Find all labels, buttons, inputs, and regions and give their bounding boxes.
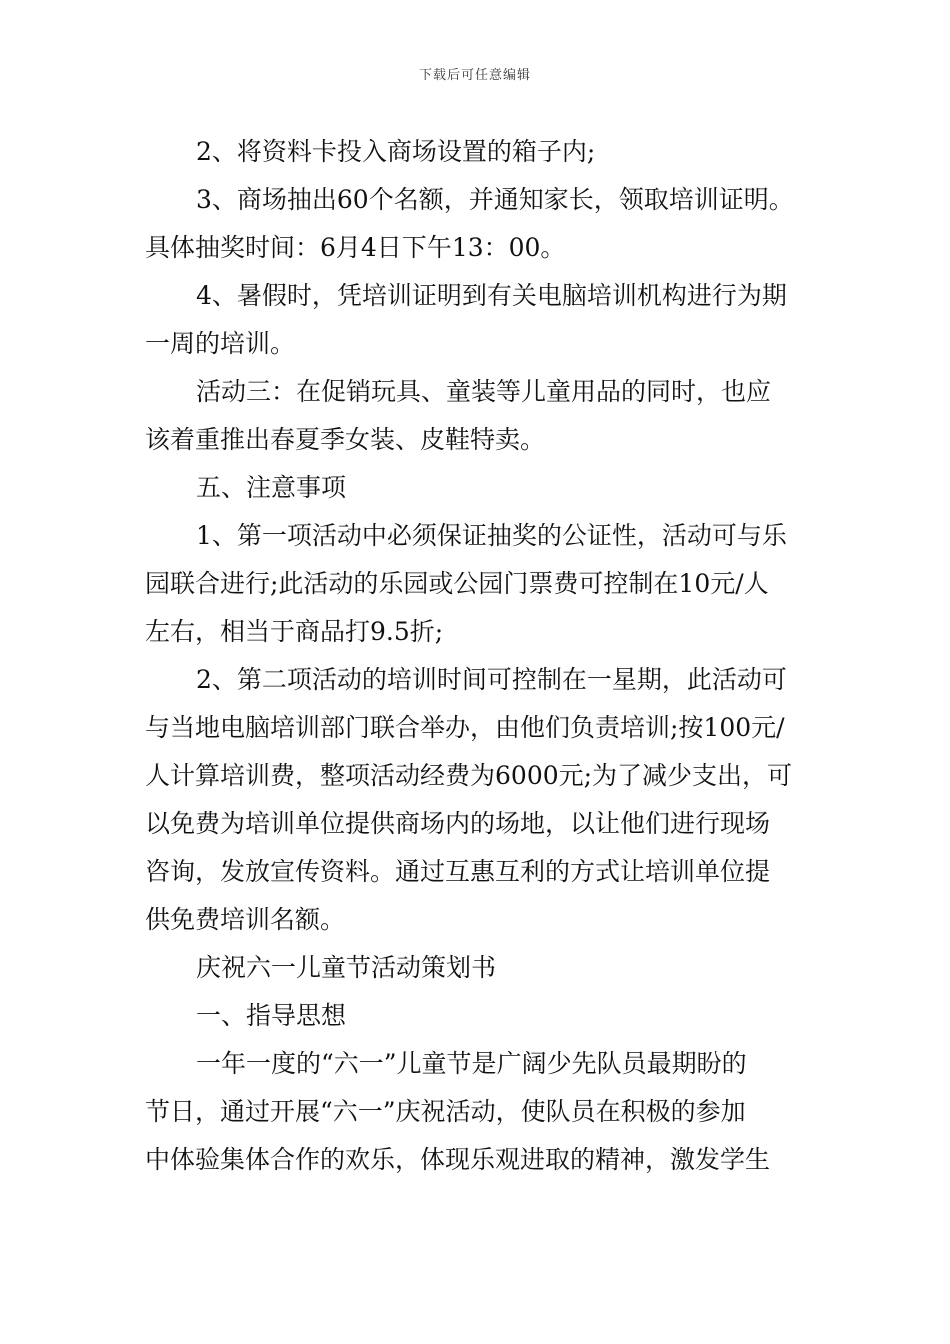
text-line: 中体验集体合作的欢乐，体现乐观进取的精神，激发学生 (145, 1145, 771, 1174)
text-line: 咨询，发放宣传资料。通过互惠互利的方式让培训单位提 (145, 857, 771, 886)
text-line: 具体抽奖时间：6月4日下午13：00。 (145, 233, 566, 262)
section-heading: 一、指导思想 (196, 1001, 347, 1030)
text-line: 2、第二项活动的培训时间可控制在一星期，此活动可 (196, 665, 787, 694)
text-line: 人计算培训费，整项活动经费为6000元;为了减少支出，可 (145, 761, 793, 790)
text-line: 4、暑假时，凭培训证明到有关电脑培训机构进行为期 (196, 281, 787, 310)
text-line: 1、第一项活动中必须保证抽奖的公证性，活动可与乐 (196, 521, 787, 550)
document-title: 庆祝六一儿童节活动策划书 (196, 953, 497, 982)
text-line: 节日，通过开展“六一”庆祝活动，使队员在积极的参加 (145, 1097, 746, 1126)
text-line: 园联合进行;此活动的乐园或公园门票费可控制在10元/人 (145, 569, 769, 598)
text-line: 该着重推出春夏季女装、皮鞋特卖。 (145, 425, 546, 454)
text-line: 一周的培训。 (145, 329, 296, 358)
text-line: 活动三：在促销玩具、童装等儿童用品的同时，也应 (196, 377, 772, 406)
text-line: 与当地电脑培训部门联合举办，由他们负责培训;按100元/ (145, 713, 785, 742)
text-line: 2、将资料卡投入商场设置的箱子内; (196, 137, 596, 166)
document-body (145, 128, 810, 1184)
page-header: 下载后可任意编辑 (418, 68, 531, 83)
text-line: 供免费培训名额。 (145, 905, 346, 934)
text-line: 一年一度的“六一”儿童节是广阔少先队员最期盼的 (196, 1049, 747, 1078)
text-line: 3、商场抽出60个名额，并通知家长，领取培训证明。 (196, 185, 794, 214)
text-line: 以免费为培训单位提供商场内的场地，以让他们进行现场 (145, 809, 771, 838)
section-heading: 五、注意事项 (196, 473, 347, 502)
text-line: 左右，相当于商品打9.5折; (145, 617, 444, 646)
